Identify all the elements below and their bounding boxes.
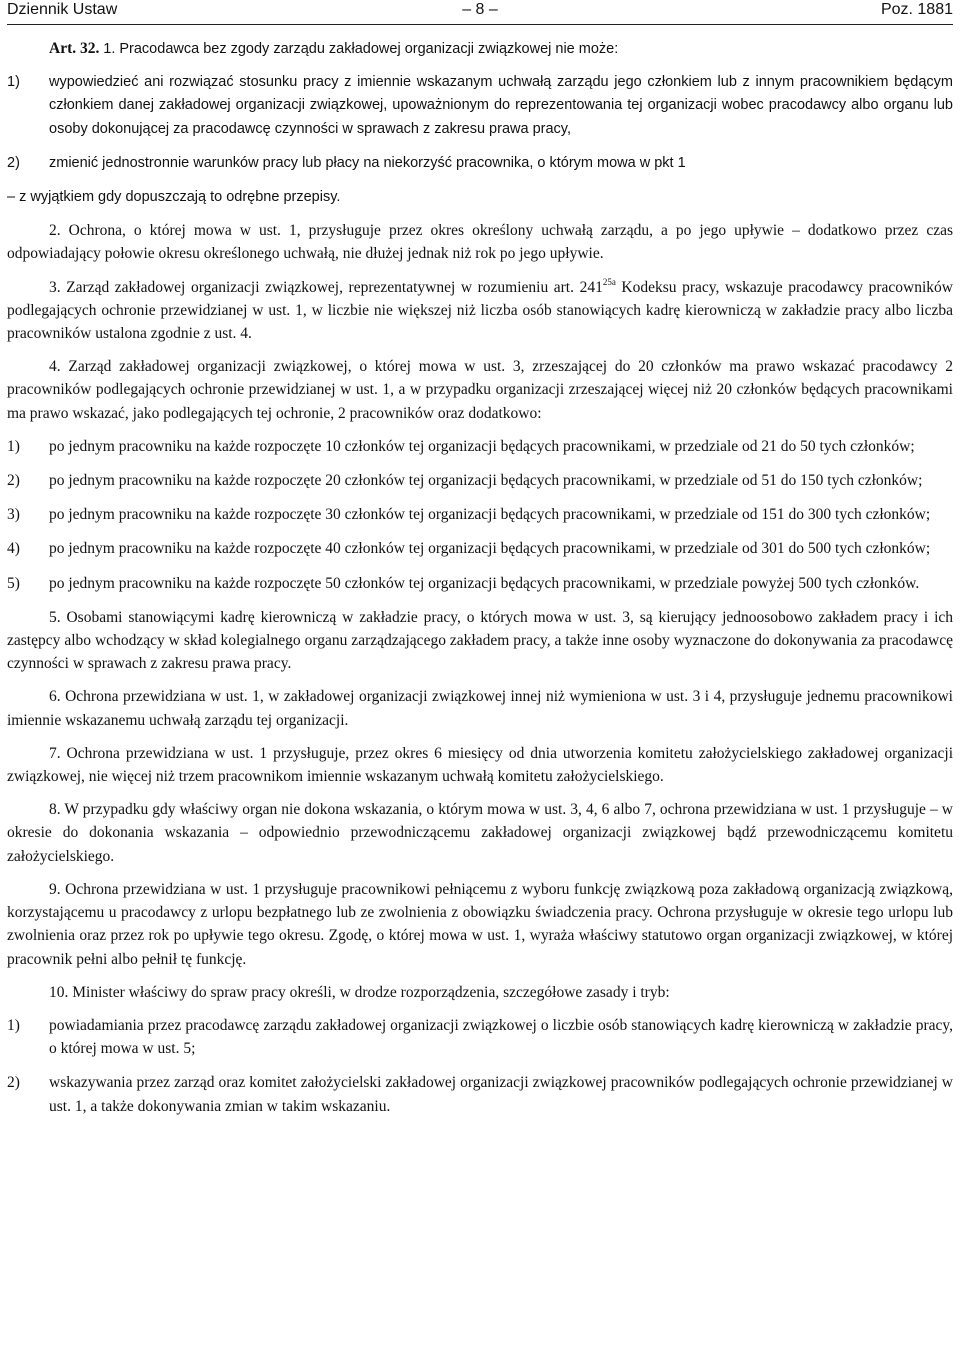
exception-clause: – z wyjątkiem gdy dopuszczają to odrębne przepisy.: [7, 189, 341, 206]
article-label: Art. 32.: [49, 40, 100, 57]
list-item: [7, 572, 953, 595]
paragraph-7: 7. Ochrona przewidziana w ust. 1 przysługuje, przez okres 6 miesięcy od dnia utworzenia komitetu założycielskiego zakładowej organizacji związkowej, nie więcej niż trzem pracownikom imiennie wskazanym uchwałą komitetu założycielskiego.: [7, 744, 953, 786]
list-item-text: po jednym pracowniku na każde rozpoczęte 10 członków tej organizacji będących pracownikami, w przedziale od 21 do 50 tych członków;: [49, 437, 915, 455]
list-item: [7, 152, 953, 175]
list-item-text: powiadamiania przez pracodawcę zarządu zakładowej organizacji związkowej o liczbie osób stanowiących kadrę kierowniczą w zakładzie pracy, o której mowa w ust. 5;: [49, 1016, 953, 1058]
list-item: [7, 1014, 953, 1060]
page-header: [7, 0, 953, 25]
paragraph-3: [7, 276, 953, 346]
list-item: [7, 537, 953, 560]
paragraph-3-text-b: Kodeksu pracy, wskazuje pracodawcy pracowników podlegających ochronie przewidzianej w ust. 1, w liczbie nie większej niż liczba osób stanowiących kadrę kierowniczą w zakładzie pracy albo liczba pracowników ustalona zgodnie z ust. 4.: [7, 278, 954, 343]
list-item-text: po jednym pracowniku na każde rozpoczęte 30 członków tej organizacji będących pracownikami, w przedziale od 151 do 300 tych członków;: [49, 506, 931, 524]
paragraph-3-text-a: 3. Zarząd zakładowej organizacji związkowej, reprezentatywnej w rozumieniu art. 241: [49, 278, 603, 296]
article-intro-text: 1. Pracodawca bez zgody zarządu zakładowej organizacji związkowej nie może:: [103, 41, 619, 57]
paragraph-10: 10. Minister właściwy do spraw pracy określi, w drodze rozporządzenia, szczegółowe zasady i tryb:: [49, 983, 670, 1001]
list-item-text: po jednym pracowniku na każde rozpoczęte 40 członków tej organizacji będących pracownikami, w przedziale od 301 do 500 tych członków;: [49, 540, 931, 558]
list-item: [7, 503, 953, 526]
paragraph-2: 2. Ochrona, o której mowa w ust. 1, przysługuje przez okres określony uchwałą zarządu, a po jego upływie – dodatkowo przez czas odpowiadający połowie okresu określonego uchwałą, nie dłużej jednak niż rok po jego upływie.: [7, 222, 953, 263]
page-number: – 8 –: [462, 1, 498, 18]
list-item-text: zmienić jednostronnie warunków pracy lub płacy na niekorzyść pracownika, o którym mowa w pkt 1: [49, 154, 686, 171]
list-item-number: 5): [7, 574, 20, 592]
list-item-text: po jednym pracowniku na każde rozpoczęte 20 członków tej organizacji będących pracownikami, w przedziale od 51 do 150 tych członków;: [49, 472, 923, 490]
paragraph-8: 8. W przypadku gdy właściwy organ nie dokona wskazania, o którym mowa w ust. 3, 4, 6 albo 7, ochrona przewidziana w ust. 1 przysługuje – w okresie do dokonania wskazania – odpowiednio przewodniczącemu zakładowej organizacji związkowej bądź przewodniczącemu komitetu założycielskiego.: [7, 801, 953, 865]
article-intro: [7, 37, 953, 61]
list-item-number: 1): [7, 1016, 20, 1034]
list-item-number: 1): [7, 437, 20, 455]
position-number: Poz. 1881: [880, 1, 953, 18]
list-item-text: wskazywania przez zarząd oraz komitet założycielski zakładowej organizacji związkowej pracowników podlegających ochronie przewidzianej w ust. 1, a także dokonywania zmian w takim wskazaniu.: [49, 1074, 953, 1115]
paragraph-9: 9. Ochrona przewidziana w ust. 1 przysługuje pracownikowi pełniącemu z wyboru funkcję związkową poza zakładową organizacją związkową, korzystającemu u pracodawcy z urlopu bezpłatnego lub ze zwolnienia z obowiązku świadczenia pracy. Ochrona przysługuje w okresie tego urlopu lub zwolnienia oraz przez rok po upływie tego okresu. Zgodę, o której mowa w ust. 1, wyraża właściwy statutowo organ organizacji związkowej, w której pracownik pełni albo pełnił tę funkcję.: [7, 880, 953, 968]
list-item-number: 2): [7, 154, 20, 171]
journal-title: Dziennik Ustaw: [7, 1, 118, 18]
list-item-number: 3): [7, 506, 20, 524]
paragraph-6: 6. Ochrona przewidziana w ust. 1, w zakładowej organizacji związkowej innej niż wymieniona w ust. 3 i 4, przysługuje jednemu pracownikowi imiennie wskazanemu uchwałą zarządu tej organizacji.: [7, 688, 953, 729]
paragraph-4: 4. Zarząd zakładowej organizacji związkowej, o której mowa w ust. 3, zrzeszającej do 20 członków ma prawo wskazać pracodawcy 2 pracowników podlegających ochronie przewidzianej w ust. 1, a w przypadku organizacji zrzeszającej więcej niż 20 członków będących pracownikami ma prawo wskazać, jako podlegających tej ochronie, 2 pracowników oraz dodatkowo:: [7, 358, 953, 422]
list-item-number: 2): [7, 472, 20, 490]
superscript-25a: 25a: [602, 276, 616, 287]
paragraph-5: 5. Osobami stanowiącymi kadrę kierowniczą w zakładzie pracy, o których mowa w ust. 3, są kierujący jednoosobowo zakładem pracy i ich zastępcy albo wchodzący w skład kolegialnego organu zarządzającego zakładem pracy, a także inne osoby wyznaczone do dokonywania za pracodawcę czynności w sprawach z zakresu prawa pracy.: [7, 608, 953, 673]
list-item-number: 2): [7, 1074, 20, 1092]
list-item: [7, 71, 953, 141]
list-item-number: 4): [7, 540, 20, 558]
list-item: [7, 1071, 953, 1117]
document-body: [7, 25, 953, 1118]
list-item: [7, 435, 953, 458]
list-item: [7, 469, 953, 492]
list-item-text: po jednym pracowniku na każde rozpoczęte 50 członków tej organizacji będących pracownikami, w przedziale powyżej 500 tych członków.: [49, 574, 920, 592]
list-item-text: wypowiedzieć ani rozwiązać stosunku pracy z imiennie wskazanym uchwałą zarządu jego członkiem lub z innym pracownikiem będącym członkiem danej zakładowej organizacji związkowej, upoważnionym do reprezentowania tej organizacji wobec pracodawcy albo organu lub osoby dokonującej za pracodawcę czynności w sprawach z zakresu prawa pracy,: [49, 74, 953, 137]
list-item-number: 1): [7, 74, 20, 91]
